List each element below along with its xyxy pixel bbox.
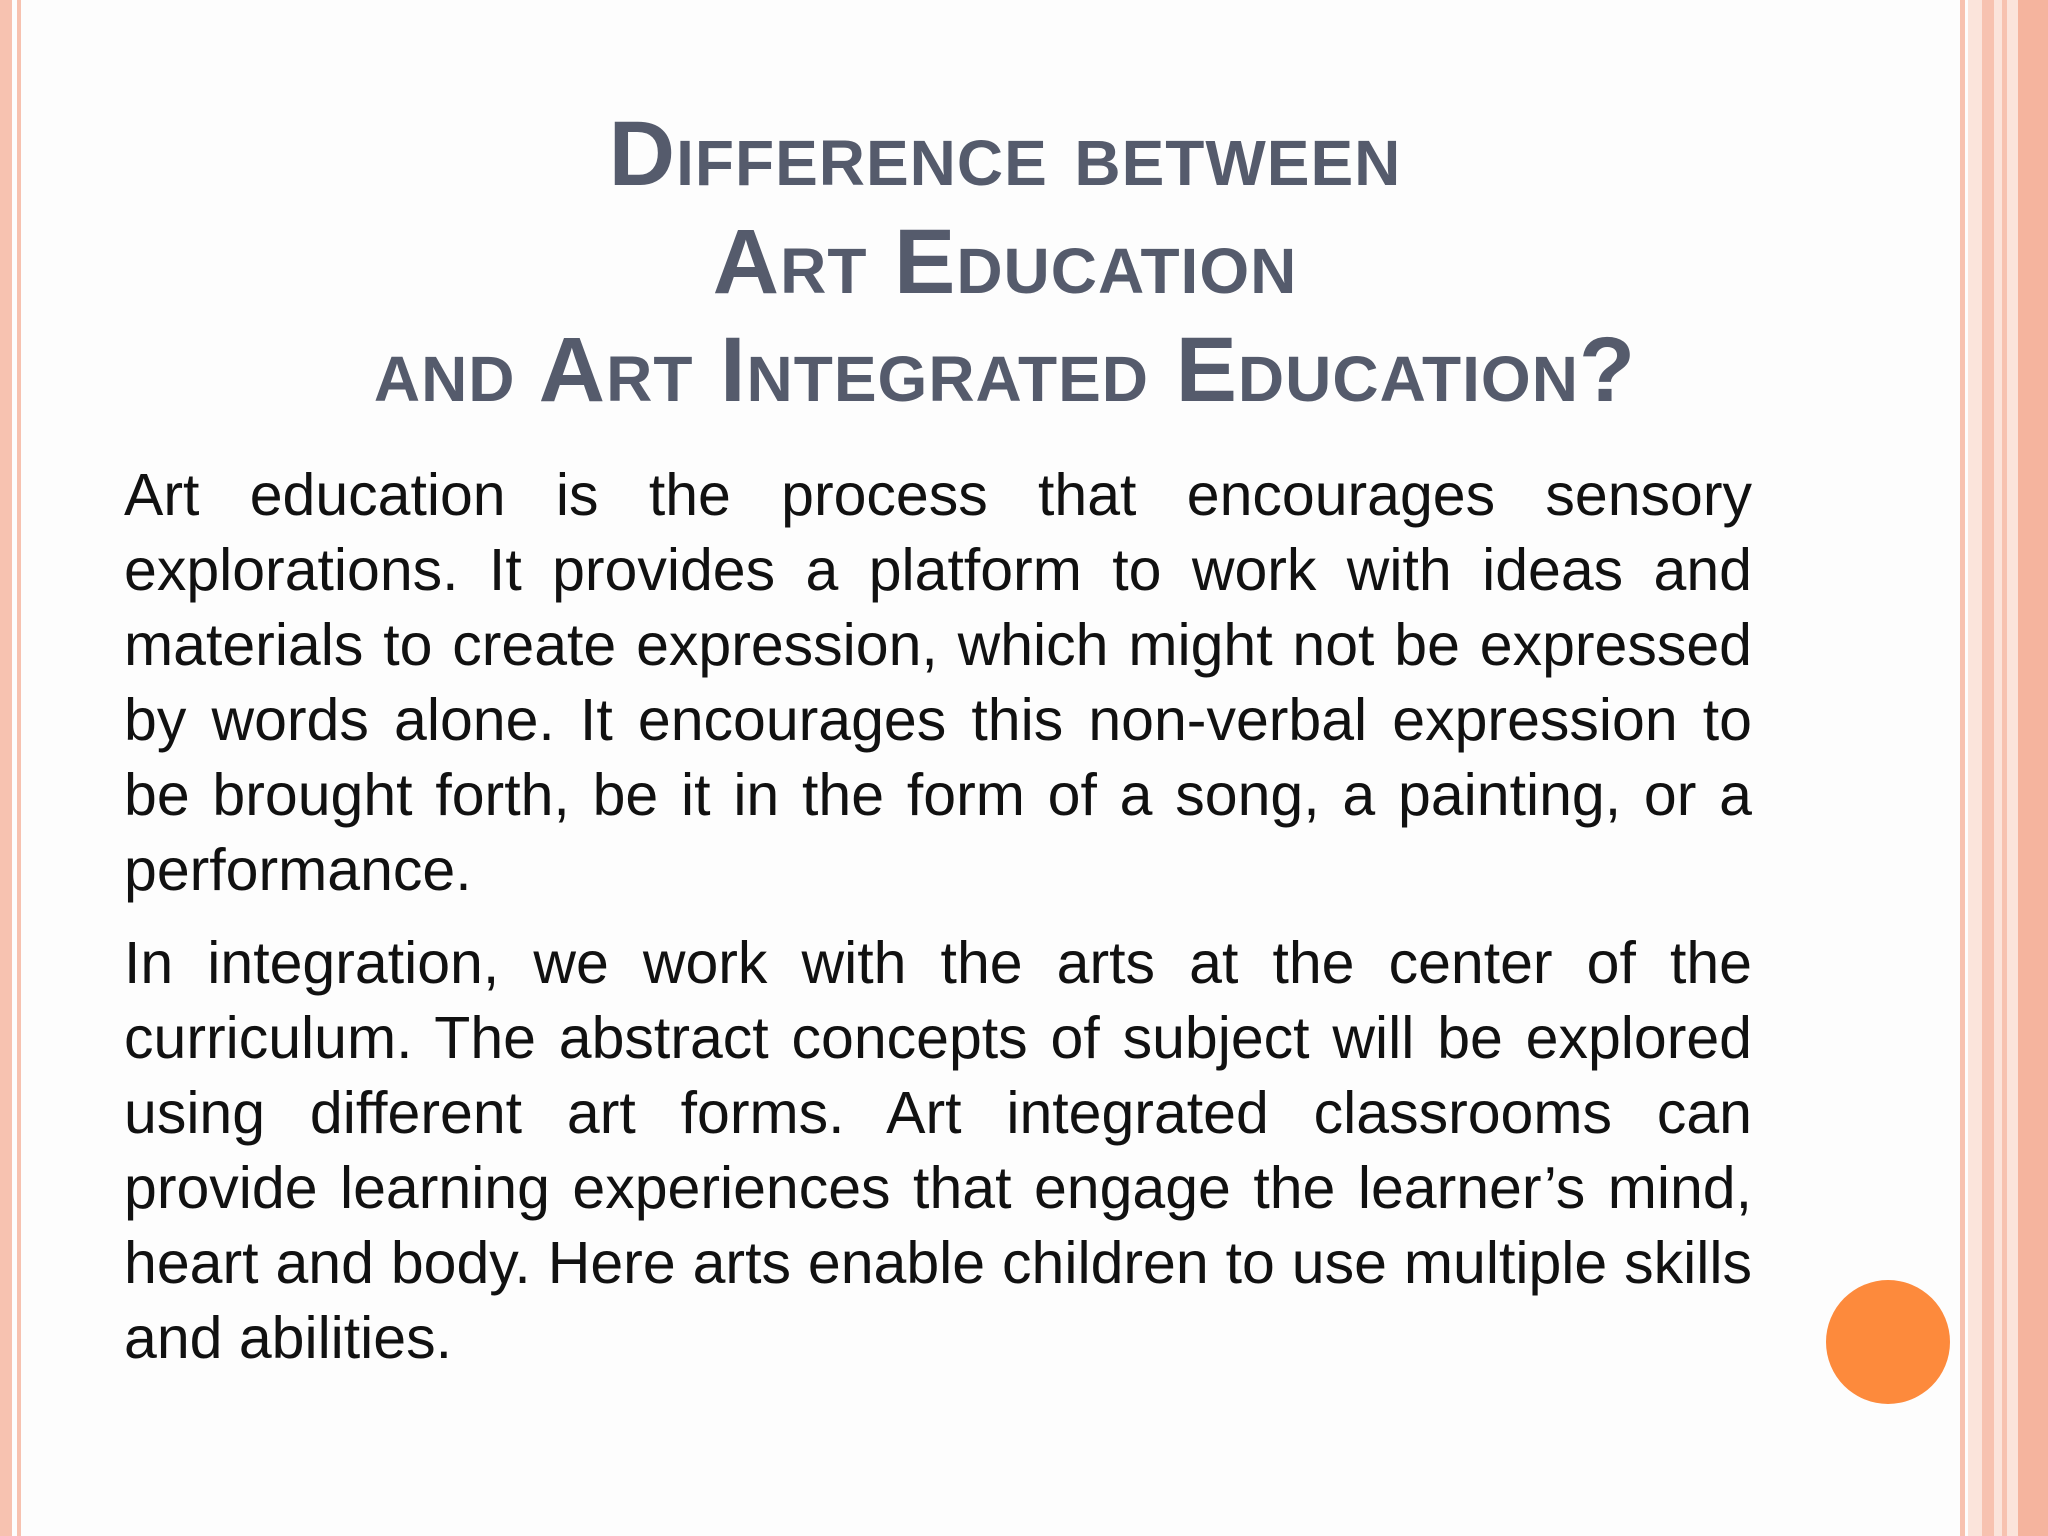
right-border-stripe-outer	[2018, 0, 2048, 1536]
right-border-stripe-thin	[2002, 0, 2007, 1536]
paragraph-art-integration: In integration, we work with the arts at the center of the curriculum. The abstract concepts of subject will be explored using different art forms. Art integrated classrooms can provide learning experiences that engage the learner’s mind, heart and body. Here arts enable children to use multiple skills and abilities.	[124, 930, 1752, 1371]
decorative-circle	[1826, 1280, 1950, 1404]
paragraph-art-education: Art education is the process that encourages sensory explorations. It provides a platform to work with ideas and materials to create expression, which might not be expressed by words alone. It encourages this non-verbal expression to be brought forth, be it in the form of a song, a painting, or a performance.	[124, 462, 1752, 903]
left-border-stripe-thin	[17, 0, 21, 1536]
slide-body	[124, 458, 1752, 1376]
right-border-stripe-inner	[1960, 0, 1965, 1536]
title-line-1: Difference between	[608, 103, 1402, 205]
left-border-stripe	[0, 0, 12, 1536]
title-line-2: Art Education	[712, 211, 1298, 313]
title-line-3: and Art Integrated Education?	[373, 319, 1637, 421]
slide-title	[120, 100, 1890, 424]
right-border-stripe	[1982, 0, 1994, 1536]
